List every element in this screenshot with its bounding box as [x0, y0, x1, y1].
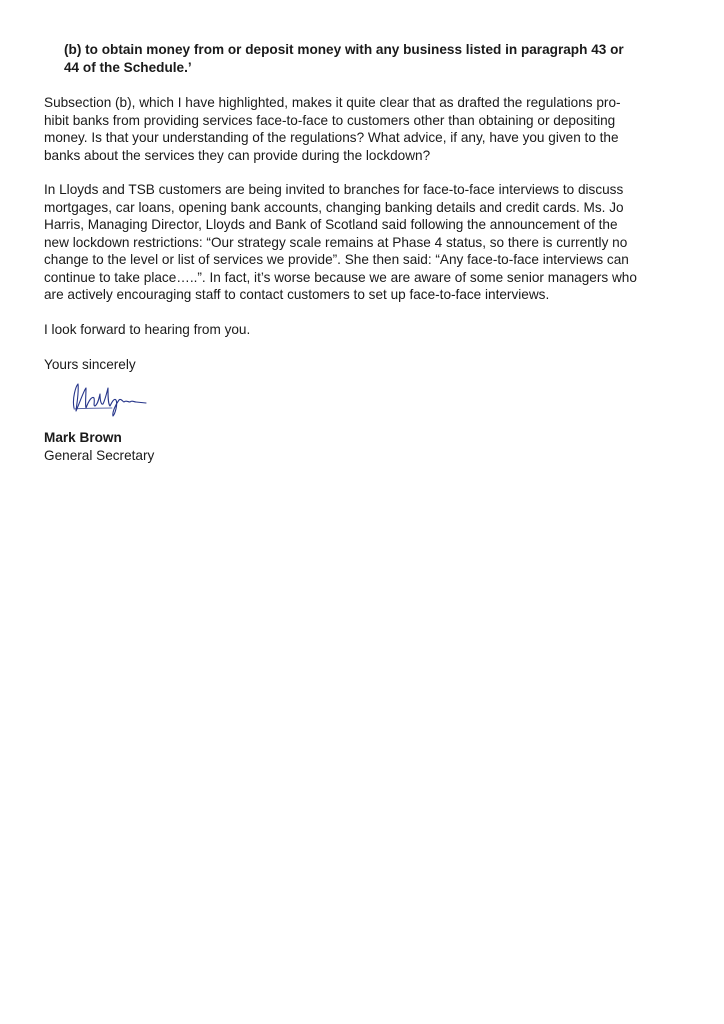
- signatory-title: General Secretary: [44, 448, 155, 463]
- signatory-name: Mark Brown: [44, 430, 122, 445]
- paragraph-line: Subsection (b), which I have highlighted, makes it quite clear that as drafted the regulations pro-: [44, 95, 621, 110]
- quote-line: (b) to obtain money from or deposit money with any business listed in paragraph 43 or: [64, 42, 624, 57]
- quote-line: 44 of the Schedule.’: [64, 59, 192, 75]
- paragraph-regulations-question: [44, 94, 684, 164]
- paragraph-line: banks about the services they can provide during the lockdown?: [44, 147, 431, 163]
- paragraph-line: change to the level or list of services we provide”. She then said: “Any face-to-face interviews can: [44, 252, 629, 267]
- closing-line: I look forward to hearing from you.: [44, 322, 251, 337]
- signature-icon: [68, 378, 148, 418]
- paragraph-line: Harris, Managing Director, Lloyds and Bank of Scotland said following the announcement of the: [44, 217, 618, 232]
- quoted-regulation: [64, 41, 704, 76]
- paragraph-line: new lockdown restrictions: “Our strategy scale remains at Phase 4 status, so there is currently no: [44, 234, 628, 250]
- paragraph-lloyds-tsb: [44, 181, 684, 304]
- paragraph-line: continue to take place…..”. In fact, it’s worse because we are aware of some senior managers who: [44, 269, 637, 285]
- paragraph-line: In Lloyds and TSB customers are being invited to branches for face-to-face interviews to discuss: [44, 182, 624, 197]
- paragraph-line: are actively encouraging staff to contact customers to set up face-to-face interviews.: [44, 287, 550, 302]
- paragraph-line: mortgages, car loans, opening bank accounts, changing banking details and credit cards. Ms. Jo: [44, 199, 624, 215]
- sign-off: Yours sincerely: [44, 357, 136, 372]
- paragraph-line: hibit banks from providing services face-to-face to customers other than obtaining or depositing: [44, 112, 616, 128]
- paragraph-line: money. Is that your understanding of the regulations? What advice, if any, have you given to the: [44, 130, 619, 145]
